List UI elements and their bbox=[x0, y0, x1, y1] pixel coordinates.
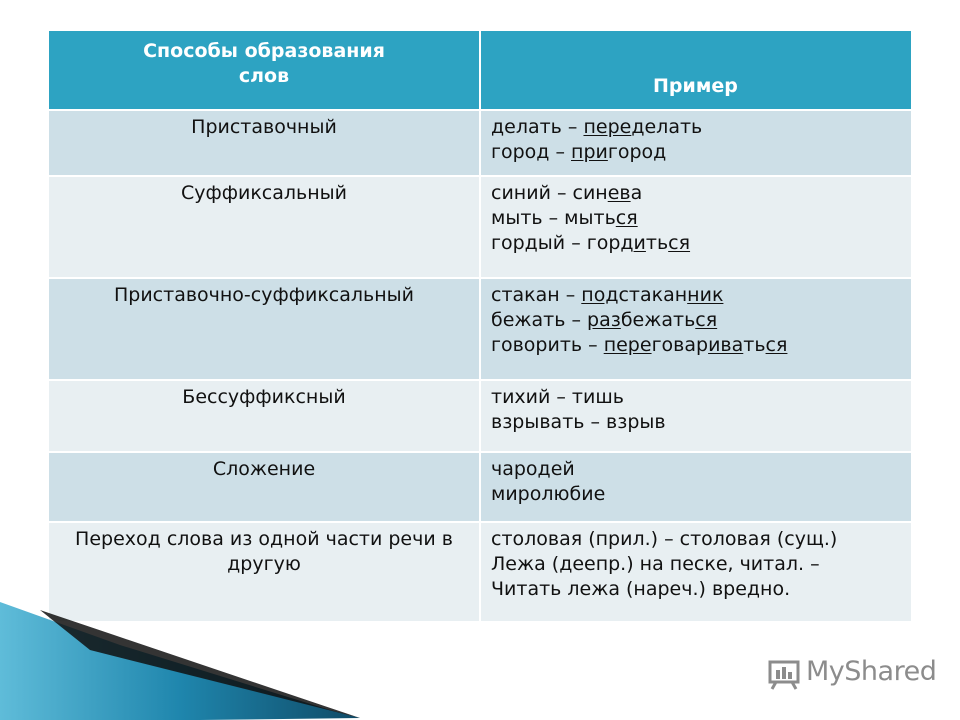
example-line bbox=[491, 552, 903, 577]
morpheme-highlight: ива bbox=[708, 334, 744, 356]
example-text: гордый – горд bbox=[491, 232, 634, 254]
example-text: город bbox=[607, 141, 667, 163]
example-text: а bbox=[630, 182, 643, 204]
example-line bbox=[491, 206, 903, 231]
example-line bbox=[491, 181, 903, 206]
table-row bbox=[48, 278, 912, 380]
morpheme-highlight: ев bbox=[607, 182, 631, 204]
example-text: Лежа (деепр.) на песке, читал. – bbox=[491, 553, 820, 575]
table-row bbox=[48, 176, 912, 278]
example-line bbox=[491, 410, 903, 435]
example-cell bbox=[480, 278, 912, 380]
example-text: бежать bbox=[620, 309, 696, 331]
example-line bbox=[491, 385, 903, 410]
word-formation-table bbox=[47, 29, 913, 623]
morpheme-highlight: пере bbox=[603, 334, 652, 356]
example-line bbox=[491, 527, 903, 552]
example-line bbox=[491, 283, 903, 308]
morpheme-highlight: и bbox=[633, 232, 646, 254]
example-text: делать bbox=[631, 116, 703, 138]
example-text: стакан – bbox=[491, 284, 582, 306]
method-cell: Приставочно-суффиксальный bbox=[48, 278, 480, 380]
example-text: Читать лежа (нареч.) вредно. bbox=[491, 578, 791, 600]
decorative-ribbon bbox=[0, 590, 360, 720]
example-line bbox=[491, 140, 903, 165]
morpheme-highlight: ник bbox=[687, 284, 724, 306]
morpheme-highlight: под bbox=[581, 284, 619, 306]
example-text: делать – bbox=[491, 116, 584, 138]
example-line bbox=[491, 308, 903, 333]
table-body bbox=[48, 110, 912, 622]
example-text: город – bbox=[491, 141, 572, 163]
example-text: говар bbox=[651, 334, 709, 356]
method-cell: Сложение bbox=[48, 452, 480, 522]
example-cell bbox=[480, 522, 912, 622]
example-text: стакан bbox=[618, 284, 688, 306]
header-example: Пример bbox=[480, 30, 912, 110]
example-text: чародей bbox=[491, 458, 575, 480]
table-header-row bbox=[48, 30, 912, 110]
example-line bbox=[491, 231, 903, 256]
watermark-text: MyShared bbox=[806, 656, 937, 687]
example-text: ть bbox=[743, 334, 766, 356]
morpheme-highlight: ся bbox=[695, 309, 718, 331]
morpheme-highlight: при bbox=[571, 141, 608, 163]
example-text: бежать – bbox=[491, 309, 588, 331]
morpheme-highlight: ся bbox=[668, 232, 691, 254]
header-methods bbox=[48, 30, 480, 110]
header-methods-line1: Способы образования bbox=[143, 40, 385, 62]
method-cell: Переход слова из одной части речи в другую bbox=[48, 522, 480, 622]
example-text: взрывать – взрыв bbox=[491, 411, 666, 433]
table-row bbox=[48, 452, 912, 522]
example-line bbox=[491, 115, 903, 140]
example-text: мыть – мыть bbox=[491, 207, 616, 229]
table-row bbox=[48, 380, 912, 452]
example-cell bbox=[480, 110, 912, 176]
example-line bbox=[491, 333, 903, 358]
example-cell bbox=[480, 452, 912, 522]
method-cell: Бессуффиксный bbox=[48, 380, 480, 452]
header-methods-line2: слов bbox=[238, 65, 290, 87]
example-line bbox=[491, 577, 903, 602]
example-text: миролюбие bbox=[491, 483, 606, 505]
method-cell: Приставочный bbox=[48, 110, 480, 176]
example-cell bbox=[480, 380, 912, 452]
method-cell: Суффиксальный bbox=[48, 176, 480, 278]
morpheme-highlight: ся bbox=[615, 207, 638, 229]
example-line bbox=[491, 457, 903, 482]
example-text: синий – син bbox=[491, 182, 608, 204]
example-cell bbox=[480, 176, 912, 278]
morpheme-highlight: раз bbox=[587, 309, 621, 331]
example-text: тихий – тишь bbox=[491, 386, 624, 408]
morpheme-highlight: ся bbox=[765, 334, 788, 356]
example-line bbox=[491, 482, 903, 507]
table-row bbox=[48, 110, 912, 176]
morpheme-highlight: пере bbox=[583, 116, 632, 138]
example-text: ть bbox=[645, 232, 669, 254]
example-text: говорить – bbox=[491, 334, 604, 356]
example-text: столовая (прил.) – столовая (сущ.) bbox=[491, 528, 838, 550]
